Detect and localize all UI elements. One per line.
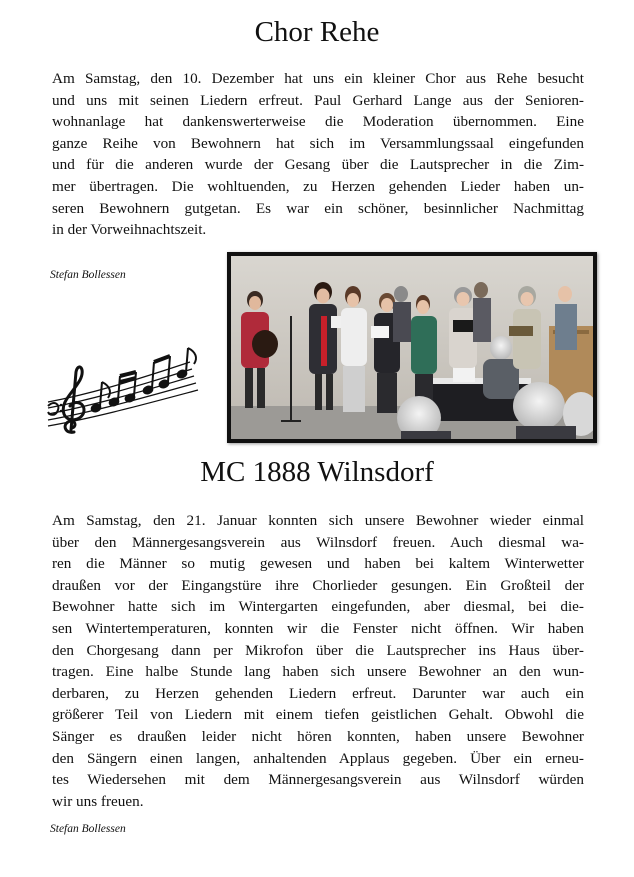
text-line: den Chorgesang dann per Mikrofon über die Lautsprecher ins Haus über- (52, 641, 584, 659)
text-line: wir uns freuen. (52, 792, 144, 810)
text-line: und für die anderen wurde der Gesang über die Lautsprecher in die Zim- (52, 156, 584, 174)
text-line: mer übertragen. Die wohltuenden, zu Herzen gehenden Lieder haben un- (52, 177, 584, 195)
text-line: größerer Teil von Liedern mit einem tiefen geistlichen Gehalt. Obwohl die (52, 706, 584, 724)
text-line: sen Wintertemperaturen, konnten wir die Fenster nicht öffnen. Wir haben (52, 619, 584, 637)
choir-photo (227, 252, 597, 443)
text-line: Am Samstag, den 21. Januar konnten sich unsere Bewohner wieder einmal (52, 512, 584, 529)
text-line: tragen. Eine halbe Stunde lang haben sich unsere Bewohner an den wun- (52, 663, 584, 681)
article-title-mc-wilnsdorf: MC 1888 Wilnsdorf (200, 456, 434, 488)
text-line: über den Männergesangsverein aus Wilnsdorf freuen. Auch diesmal wa- (52, 533, 584, 551)
article-body-mc-wilnsdorf (52, 510, 584, 812)
text-line: Am Samstag, den 10. Dezember hat uns ein kleiner Chor aus Rehe besucht (52, 70, 584, 87)
text-line: wohnanlage hat dankenswerterweise die Moderation übernommen. Eine (52, 113, 584, 131)
text-line: derbaren, zu Herzen gehenden Liedern erfreut. Darunter war auch ein (52, 684, 584, 702)
text-line: draußen vor der Eingangstüre ihre Chorlieder gesungen. Ein Großteil der (52, 576, 584, 594)
text-line: in der Vorweihnachtszeit. (52, 221, 207, 239)
text-line: seren Bewohnern gutgetan. Es war ein schöner, besinnlicher Nachmittag (52, 199, 584, 217)
article-author-2: Stefan Bollessen (50, 823, 126, 835)
text-line: tes Wiedersehen mit dem Männergesangsverein aus Wilnsdorf würden (52, 771, 584, 789)
article-author-1: Stefan Bollessen (50, 269, 126, 281)
article-body-chor-rehe (52, 68, 584, 241)
text-line: den Sängern einen langen, anhaltenden Applaus gegeben. Über ein erneu- (52, 749, 584, 767)
text-line: Bewohner hatte sich im Wintergarten eingefunden, aber diesmal, bei die- (52, 598, 584, 616)
text-line: ganze Reihe von Bewohnern hat sich im Versammlungssaal eingefunden (52, 134, 584, 152)
choir-photo-image (231, 256, 593, 439)
text-line: Sänger es draußen leider nicht hören konnten, haben unsere Bewohner (52, 727, 584, 745)
article-title-chor-rehe: Chor Rehe (254, 16, 380, 48)
text-line: und uns mit seinen Liedern erfreut. Paul Gerhard Lange aus der Senioren- (52, 91, 584, 109)
music-notes-icon (40, 342, 200, 437)
text-line: ren die Männer so mutig gewesen und haben bei kaltem Winterwetter (52, 555, 584, 573)
